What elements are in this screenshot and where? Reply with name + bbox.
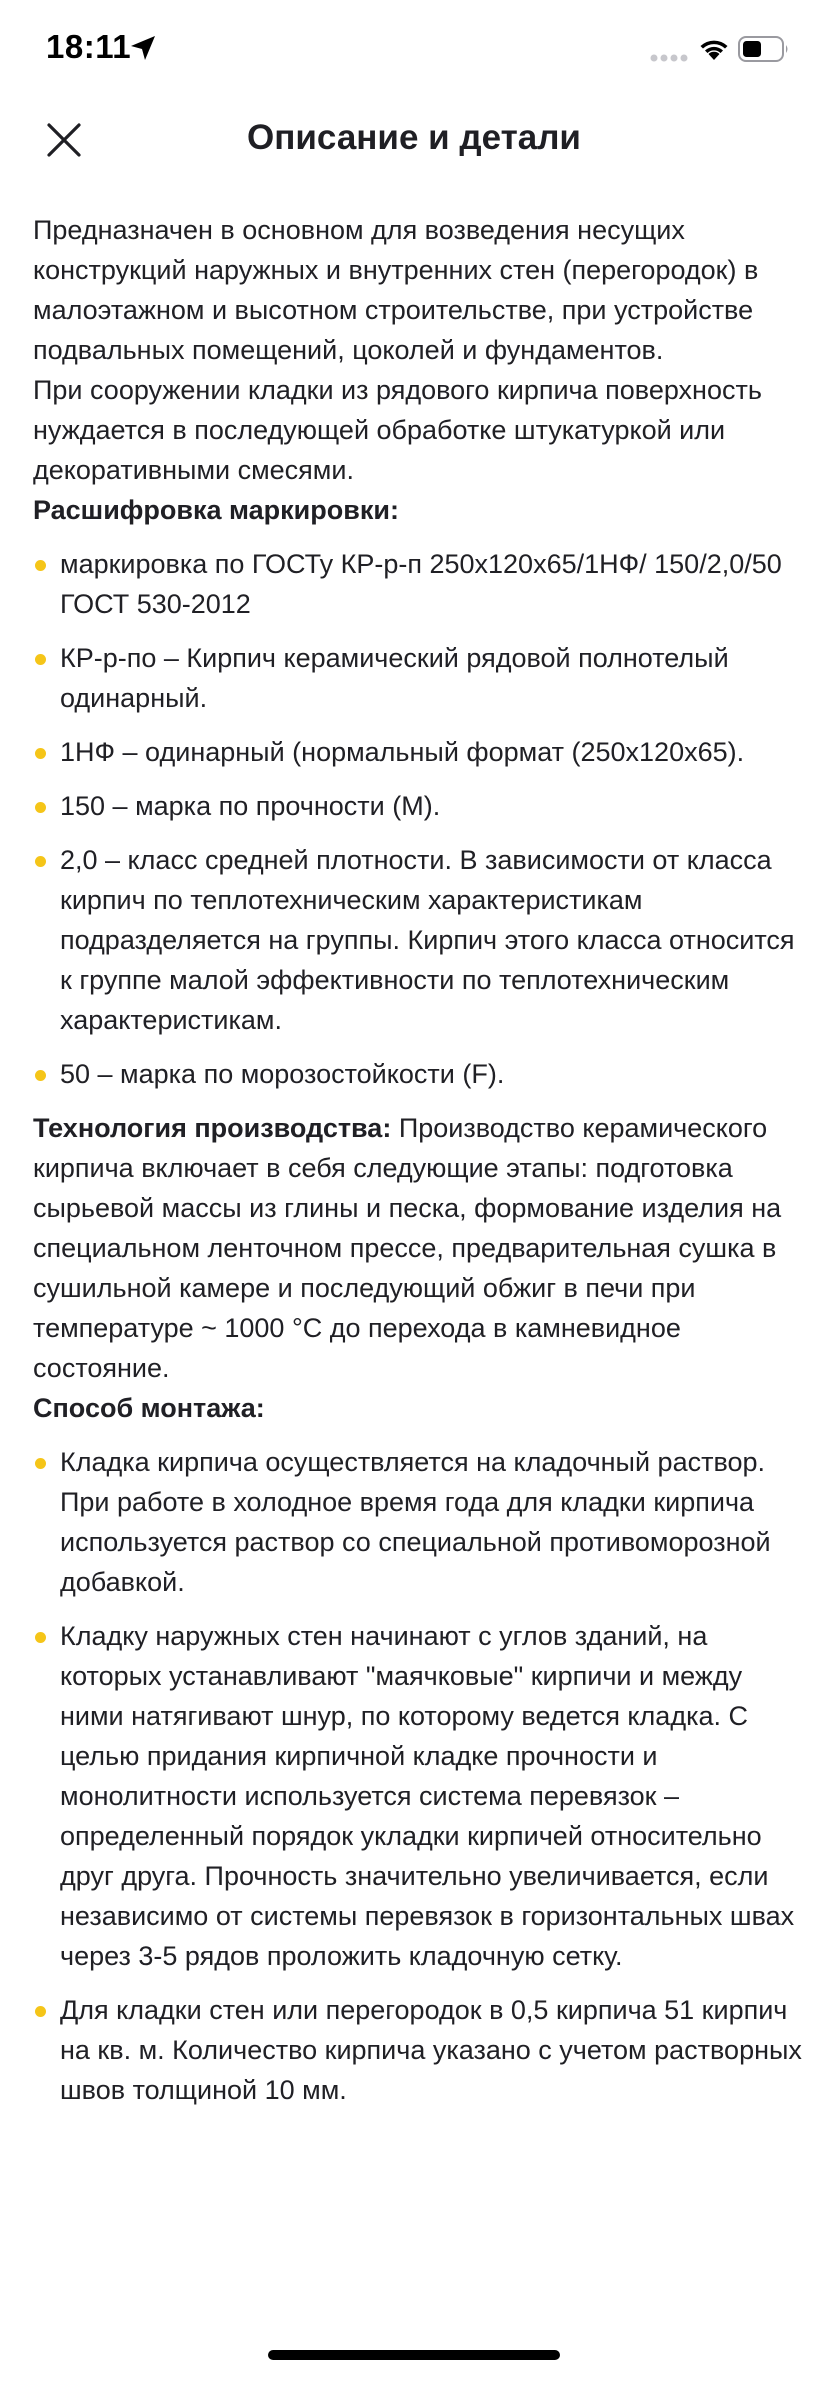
mounting-list bbox=[33, 1442, 803, 2110]
list-item bbox=[33, 840, 803, 1040]
bullet-dot-icon bbox=[35, 802, 46, 813]
list-item-text: 50 – марка по морозостойкости (F). bbox=[60, 1059, 505, 1089]
wifi-icon bbox=[696, 34, 732, 62]
list-item-text: Кладку наружных стен начинают с углов зданий, на которых устанавливают "маячковые" кирпичи и между ними натягивают шнур, по которому ведется кладка. С целью придания кирпичной кладке прочности и монолитности используется система перевязок – определенный порядок укладки кирпичей относительно друг друга. Прочность значительно увеличивается, если независимо от системы перевязок в горизонтальных швах через 3-5 рядов проложить кладочную сетку. bbox=[60, 1621, 795, 1971]
list-item bbox=[33, 544, 803, 624]
bullet-dot-icon bbox=[35, 654, 46, 665]
list-item-text: 150 – марка по прочности (М). bbox=[60, 791, 441, 821]
cellular-signal-icon bbox=[650, 52, 690, 64]
list-item-text: Кладка кирпича осуществляется на кладочный раствор. При работе в холодное время года для кладки кирпича используется раствор со специальной противоморозной добавкой. bbox=[60, 1447, 771, 1597]
bullet-dot-icon bbox=[35, 560, 46, 571]
list-item bbox=[33, 786, 803, 826]
list-item bbox=[33, 1616, 803, 1976]
mounting-heading: Способ монтажа: bbox=[33, 1393, 265, 1423]
list-item-text: маркировка по ГОСТу КР-р-п 250х120х65/1НФ/ 150/2,0/50 ГОСТ 530-2012 bbox=[60, 549, 782, 619]
location-arrow-icon bbox=[129, 34, 157, 62]
intro-paragraph: При сооружении кладки из рядового кирпича поверхность нуждается в последующей обработке штукатуркой или декоративными смесями. bbox=[33, 375, 762, 485]
status-bar bbox=[0, 0, 828, 96]
bullet-dot-icon bbox=[35, 2006, 46, 2017]
bullet-dot-icon bbox=[35, 1070, 46, 1081]
list-item bbox=[33, 1990, 803, 2110]
marking-list bbox=[33, 544, 803, 1094]
status-time: 18:11 bbox=[46, 28, 132, 65]
list-item bbox=[33, 732, 803, 772]
bullet-dot-icon bbox=[35, 1632, 46, 1643]
bullet-dot-icon bbox=[35, 1458, 46, 1469]
list-item bbox=[33, 1442, 803, 1602]
battery-icon bbox=[738, 36, 790, 62]
technology-paragraph bbox=[33, 1108, 803, 1388]
list-item bbox=[33, 1054, 803, 1094]
page-title: Описание и детали bbox=[247, 118, 581, 157]
list-item-text: 2,0 – класс средней плотности. В зависимости от класса кирпич по теплотехническим характеристикам подразделяется на группы. Кирпич этого класса относится к группе малой эффективности по теплотехническим характеристикам. bbox=[60, 845, 795, 1035]
bullet-dot-icon bbox=[35, 856, 46, 867]
list-item bbox=[33, 638, 803, 718]
home-indicator[interactable] bbox=[268, 2350, 560, 2360]
list-item-text: КР-р-по – Кирпич керамический рядовой полнотелый одинарный. bbox=[60, 643, 729, 713]
list-item-text: 1НФ – одинарный (нормальный формат (250х120х65). bbox=[60, 737, 745, 767]
bullet-dot-icon bbox=[35, 748, 46, 759]
marking-heading: Расшифровка маркировки: bbox=[33, 495, 399, 525]
technology-text: Производство керамического кирпича включает в себя следующие этапы: подготовка сырьевой массы из глины и песка, формование изделия на специальном ленточном прессе, предварительная сушка в сушильной камере и последующий обжиг в печи при температуре ~ 1000 °С до перехода в камневидное состояние. bbox=[33, 1113, 782, 1383]
intro-paragraph: Предназначен в основном для возведения несущих конструкций наружных и внутренних стен (перегородок) в малоэтажном и высотном строительстве, при устройстве подвальных помещений, цоколей и фундаментов. bbox=[33, 215, 759, 365]
description-content bbox=[33, 210, 803, 2124]
list-item-text: Для кладки стен или перегородок в 0,5 кирпича 51 кирпич на кв. м. Количество кирпича указано с учетом растворных швов толщиной 10 мм. bbox=[60, 1995, 802, 2105]
technology-label: Технология производства: bbox=[33, 1113, 392, 1143]
